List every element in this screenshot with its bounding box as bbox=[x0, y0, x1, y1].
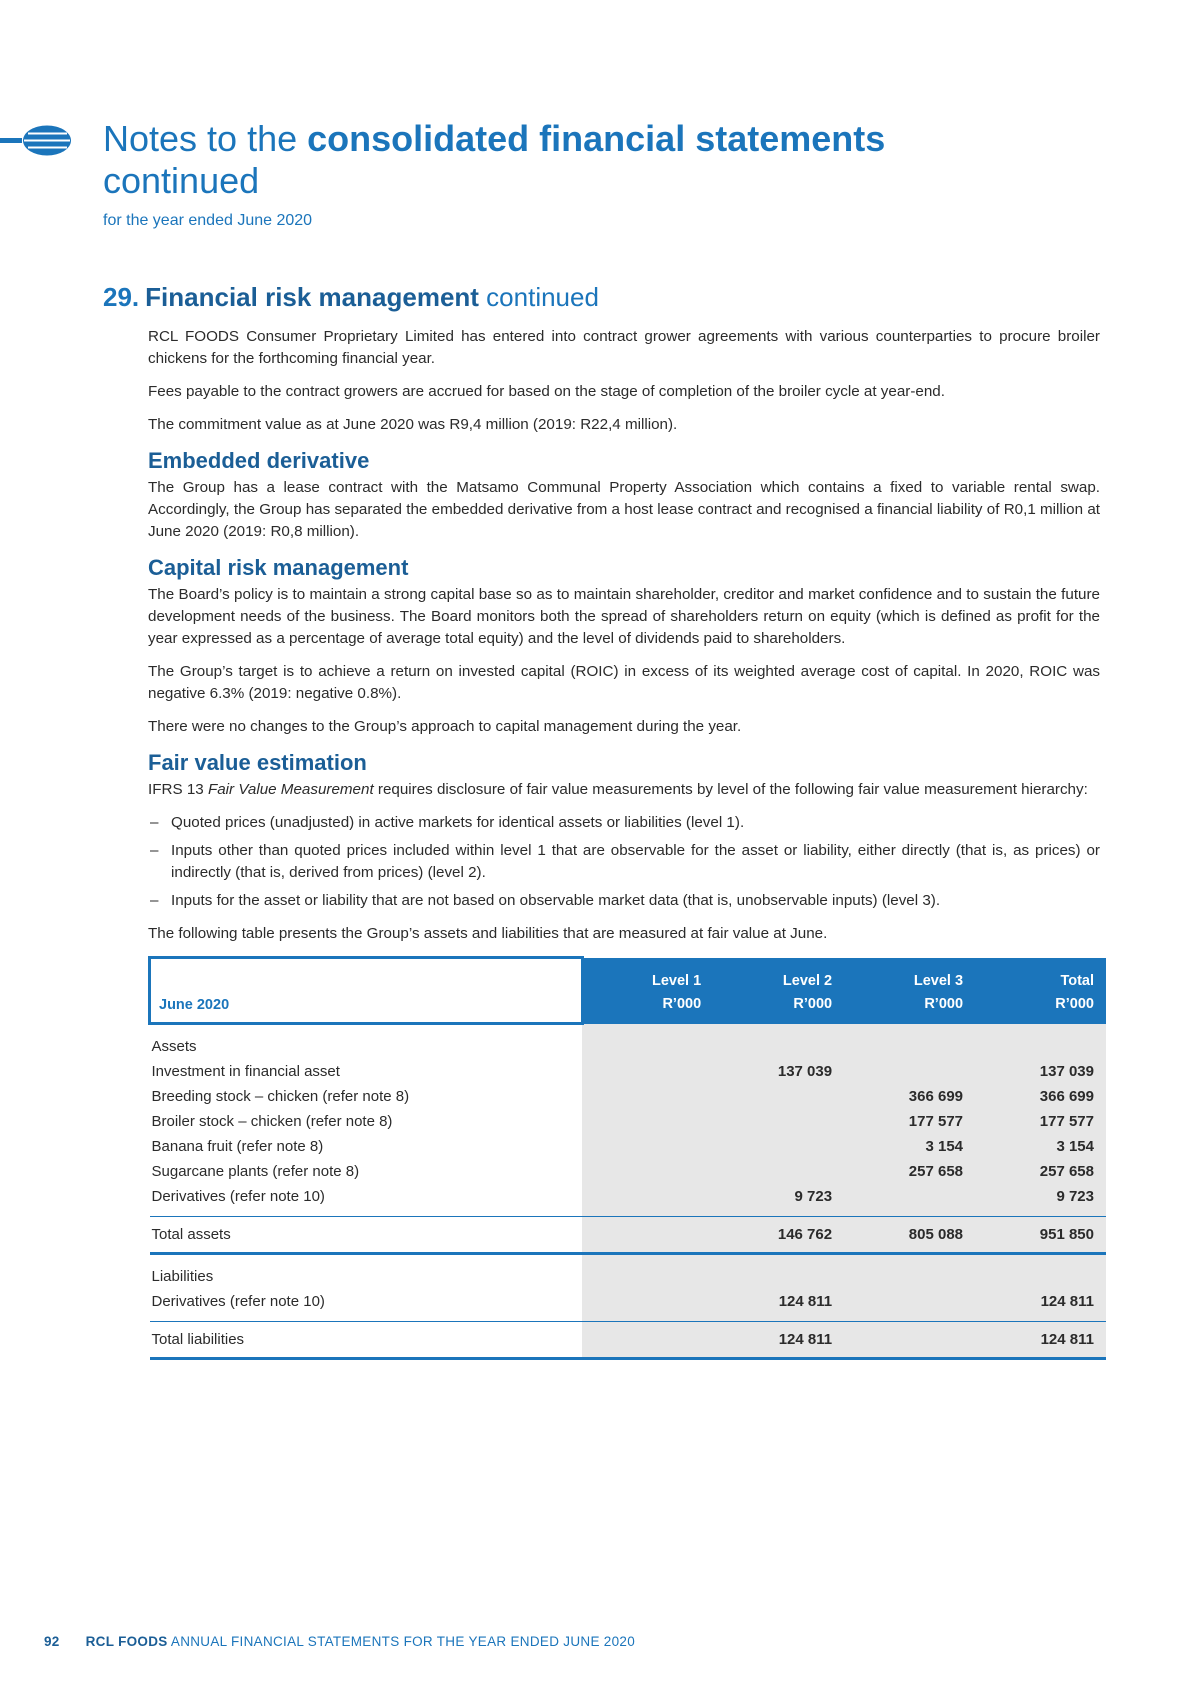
level1-cell bbox=[582, 1184, 713, 1217]
level1-cell bbox=[582, 1059, 713, 1084]
footer-text: ANNUAL FINANCIAL STATEMENTS FOR THE YEAR ENDED JUNE 2020 bbox=[167, 1634, 636, 1649]
level2-cell bbox=[713, 1109, 844, 1134]
total-cell: 137 039 bbox=[975, 1059, 1106, 1084]
level1-cell bbox=[582, 1159, 713, 1184]
page-number: 92 bbox=[44, 1634, 60, 1649]
level3-cell bbox=[844, 1289, 975, 1322]
level2-cell: 124 811 bbox=[713, 1289, 844, 1322]
level2-cell: 9 723 bbox=[713, 1184, 844, 1217]
fair-value-table bbox=[148, 956, 1106, 1360]
level3-cell: 177 577 bbox=[844, 1109, 975, 1134]
total-cell: 951 850 bbox=[975, 1217, 1106, 1254]
column-header bbox=[582, 958, 713, 1024]
intro-paragraph: Fees payable to the contract growers are accrued for based on the stage of completion of the broiler cycle at year-end. bbox=[148, 383, 945, 400]
capital-paragraph: There were no changes to the Group’s approach to capital management during the year. bbox=[148, 718, 742, 735]
content-body bbox=[148, 326, 1100, 1360]
total-cell: 9 723 bbox=[975, 1184, 1106, 1217]
total-cell: 177 577 bbox=[975, 1109, 1106, 1134]
whisk-logo-icon bbox=[0, 119, 72, 163]
fair-value-intro-post: requires disclosure of fair value measurements by level of the following fair value measurement hierarchy: bbox=[373, 781, 1088, 798]
level3-cell: 3 154 bbox=[844, 1134, 975, 1159]
section-title-suffix: continued bbox=[478, 282, 599, 312]
table-row bbox=[150, 1084, 1107, 1109]
column-unit: R’000 bbox=[662, 995, 702, 1012]
table-row bbox=[150, 1059, 1107, 1084]
table-row bbox=[150, 1184, 1107, 1217]
title-bold: consolidated financial statements bbox=[307, 118, 886, 159]
level3-cell: 257 658 bbox=[844, 1159, 975, 1184]
embedded-derivative-heading: Embedded derivative bbox=[148, 448, 370, 473]
row-label: Derivatives (refer note 10) bbox=[151, 1187, 325, 1205]
table-section-row bbox=[150, 1254, 1107, 1290]
dash-bullet: – bbox=[150, 842, 159, 859]
list-item bbox=[148, 812, 1100, 834]
section-number: 29. bbox=[103, 282, 140, 312]
level1-cell bbox=[582, 1109, 713, 1134]
list-item bbox=[148, 840, 1100, 884]
list-item bbox=[148, 890, 1100, 912]
page-title bbox=[103, 118, 885, 202]
table-row bbox=[150, 1109, 1107, 1134]
column-unit: R’000 bbox=[1055, 995, 1094, 1012]
total-cell: 3 154 bbox=[975, 1134, 1106, 1159]
intro-paragraph: The commitment value as at June 2020 was R9,4 million (2019: R22,4 million). bbox=[148, 416, 678, 433]
total-cell: 366 699 bbox=[975, 1084, 1106, 1109]
level1-cell bbox=[582, 1289, 713, 1322]
column-name: Total bbox=[1060, 972, 1094, 989]
level1-cell bbox=[582, 1217, 713, 1254]
dash-bullet: – bbox=[150, 892, 159, 909]
dash-bullet: – bbox=[150, 814, 159, 831]
row-label: Total liabilities bbox=[150, 1322, 583, 1359]
column-name: Level 3 bbox=[913, 972, 964, 989]
capital-risk-heading: Capital risk management bbox=[148, 555, 409, 580]
column-header bbox=[844, 958, 975, 1024]
level2-cell bbox=[713, 1134, 844, 1159]
footer-brand: RCL FOODS bbox=[85, 1634, 168, 1649]
list-item-text: Quoted prices (unadjusted) in active markets for identical assets or liabilities (level 1). bbox=[171, 814, 745, 831]
level2-cell bbox=[713, 1084, 844, 1109]
row-label: Broiler stock – chicken (refer note 8) bbox=[151, 1112, 393, 1130]
column-name: Level 1 bbox=[651, 972, 702, 989]
fair-value-intro-pre: IFRS 13 bbox=[148, 781, 208, 798]
total-cell: 124 811 bbox=[975, 1322, 1106, 1359]
table-row bbox=[150, 1134, 1107, 1159]
row-label: Sugarcane plants (refer note 8) bbox=[151, 1162, 360, 1180]
list-item-text: Inputs for the asset or liability that are not based on observable market data (that is, unobservable inputs) (level 3). bbox=[171, 892, 941, 909]
level3-cell bbox=[844, 1184, 975, 1217]
row-label: Banana fruit (refer note 8) bbox=[151, 1137, 324, 1155]
table-row bbox=[150, 1159, 1107, 1184]
table-intro: The following table presents the Group’s assets and liabilities that are measured at fair value at June. bbox=[148, 925, 828, 942]
table-section-row bbox=[150, 1024, 1107, 1060]
ifrs-standard-name: Fair Value Measurement bbox=[207, 781, 374, 798]
total-cell: 124 811 bbox=[975, 1289, 1106, 1322]
column-unit: R’000 bbox=[924, 995, 964, 1012]
level3-cell bbox=[844, 1322, 975, 1359]
section-title: Financial risk management bbox=[145, 282, 479, 312]
table-period-header: June 2020 bbox=[150, 958, 583, 1024]
row-label: Total assets bbox=[150, 1217, 583, 1254]
column-header bbox=[713, 958, 844, 1024]
table-row bbox=[150, 1289, 1107, 1322]
title-continued: continued bbox=[103, 160, 260, 201]
fair-value-heading: Fair value estimation bbox=[148, 750, 367, 775]
level2-cell bbox=[713, 1159, 844, 1184]
assets-label: Assets bbox=[151, 1037, 197, 1055]
embedded-derivative-text: The Group has a lease contract with the Matsamo Communal Property Association which contains a fixed to variable rental swap. Accordingly, the Group has separated the embedded derivative from a host lease contract and recognised a financial liability of R0,1 million at June 2020 (2019: R0,8 million). bbox=[148, 479, 1100, 540]
level2-cell: 124 811 bbox=[713, 1322, 844, 1359]
level1-cell bbox=[582, 1084, 713, 1109]
list-item-text: Inputs other than quoted prices included within level 1 that are observable for the asset or liability, either directly (that is, as prices) or indirectly (that is, derived from prices) (level 2). bbox=[171, 842, 1100, 881]
column-name: Level 2 bbox=[782, 972, 833, 989]
total-assets-row bbox=[150, 1217, 1107, 1254]
section-heading bbox=[103, 281, 599, 313]
column-unit: R’000 bbox=[793, 995, 833, 1012]
liabilities-label: Liabilities bbox=[151, 1267, 214, 1285]
level1-cell bbox=[582, 1134, 713, 1159]
capital-paragraph: The Board’s policy is to maintain a strong capital base so as to maintain shareholder, creditor and market confidence and to sustain the future development needs of the business. The Board monitors both the spread of shareholders return on equity (which is defined as profit for the year expressed as a percentage of average total equity) and the level of dividends paid to shareholders. bbox=[148, 586, 1100, 647]
row-label: Derivatives (refer note 10) bbox=[151, 1292, 325, 1310]
total-cell: 257 658 bbox=[975, 1159, 1106, 1184]
title-light: Notes to the bbox=[103, 118, 308, 159]
intro-paragraph: RCL FOODS Consumer Proprietary Limited has entered into contract grower agreements with various counterparties to procure broiler chickens for the forthcoming financial year. bbox=[148, 328, 1100, 367]
level3-cell bbox=[844, 1059, 975, 1084]
fair-value-intro bbox=[148, 779, 1100, 801]
page-subtitle: for the year ended June 2020 bbox=[103, 212, 313, 229]
table-header-row bbox=[150, 958, 1107, 1024]
page-footer bbox=[44, 1634, 635, 1649]
level2-cell: 146 762 bbox=[713, 1217, 844, 1254]
column-header bbox=[975, 958, 1106, 1024]
capital-paragraph: The Group’s target is to achieve a return on invested capital (ROIC) in excess of its weighted average cost of capital. In 2020, ROIC was negative 6.3% (2019: negative 0.8%). bbox=[148, 663, 1100, 702]
row-label: Investment in financial asset bbox=[151, 1062, 340, 1080]
level2-cell: 137 039 bbox=[713, 1059, 844, 1084]
row-label: Breeding stock – chicken (refer note 8) bbox=[151, 1087, 410, 1105]
total-liabilities-row bbox=[150, 1322, 1107, 1359]
level3-cell: 366 699 bbox=[844, 1084, 975, 1109]
hierarchy-list bbox=[148, 812, 1100, 912]
level3-cell: 805 088 bbox=[844, 1217, 975, 1254]
level1-cell bbox=[582, 1322, 713, 1359]
